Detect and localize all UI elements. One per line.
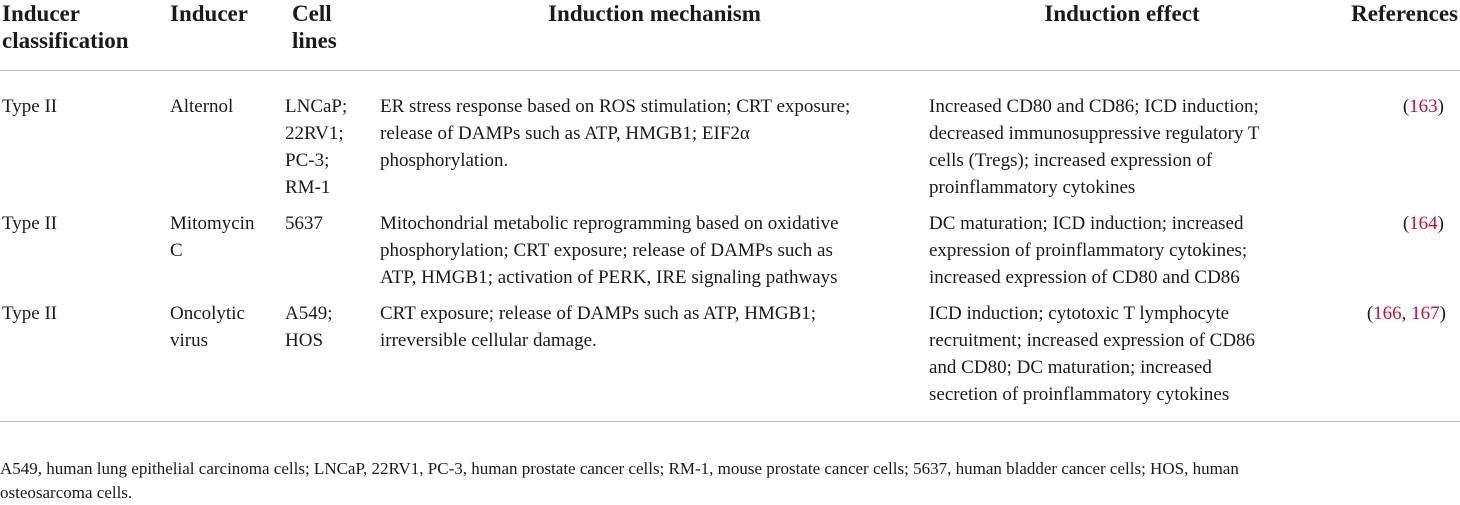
cell-mechanism (380, 71, 927, 207)
header-cell-lines-line-2: lines (292, 28, 337, 53)
footnote-line: A549, human lung epithelial carcinoma cells; LNCaP, 22RV1, PC-3, human prostate cancer cells; RM-1, mouse prostate cancer cells; 5637, human bladder cancer cells; HOS, human (0, 459, 1239, 478)
cell-line: RM-1 (285, 177, 331, 198)
inducer-line: C (170, 240, 183, 261)
header-classification-line-2: classification (2, 28, 129, 53)
cell-line: PC-3; (285, 150, 330, 171)
header-references: References (1351, 1, 1458, 26)
cell-cell-lines (282, 296, 380, 422)
cell-mechanism (380, 206, 927, 296)
effect-line: Increased CD80 and CD86; ICD induction; (929, 96, 1259, 117)
cell-cell-lines (282, 71, 380, 207)
table-row (0, 71, 1460, 207)
cell-cell-lines (282, 206, 380, 296)
effect-line: and CD80; DC maturation; increased (929, 357, 1212, 378)
header-classification (0, 0, 168, 71)
cell-references: (166, 167) (1366, 303, 1446, 324)
effect-line: expression of proinflammatory cytokines; (929, 240, 1248, 261)
effect-line: recruitment; increased expression of CD86 (929, 330, 1256, 351)
header-effect: Induction effect (1044, 1, 1200, 26)
mechanism-line: irreversible cellular damage. (380, 330, 597, 351)
effect-line: proinflammatory cytokines (929, 177, 1136, 198)
mechanism-line: CRT exposure; release of DAMPs such as ATP, HMGB1; (380, 303, 817, 324)
reference-link[interactable]: 163 (1409, 96, 1438, 117)
reference-link[interactable]: 164 (1409, 213, 1438, 234)
table-row (0, 296, 1460, 422)
header-classification-line-1: Inducer (2, 1, 80, 26)
header-row (0, 0, 1460, 71)
header-mechanism: Induction mechanism (548, 1, 761, 26)
cell-inducer (168, 296, 282, 422)
cell-effect (927, 206, 1315, 296)
effect-line: secretion of proinflammatory cytokines (929, 384, 1230, 405)
inducer-line: Oncolytic (170, 303, 245, 324)
reference-link[interactable]: 167 (1411, 303, 1440, 324)
cell-inducer (168, 206, 282, 296)
table-footnote (0, 457, 1460, 505)
cell-classification: Type II (2, 213, 58, 234)
header-cell-lines-line-1: Cell (292, 1, 332, 26)
mechanism-line: phosphorylation. (380, 150, 509, 171)
reference-link[interactable]: 166 (1373, 303, 1402, 324)
mechanism-line: phosphorylation; CRT exposure; release of DAMPs such as (380, 240, 833, 261)
table-row (0, 206, 1460, 296)
cell-classification: Type II (2, 96, 58, 117)
effect-line: cells (Tregs); increased expression of (929, 150, 1213, 171)
footnote-line: osteosarcoma cells. (0, 483, 133, 502)
cell-mechanism (380, 296, 927, 422)
effect-line: decreased immunosuppressive regulatory T (929, 123, 1260, 144)
effect-line: increased expression of CD80 and CD86 (929, 267, 1240, 288)
effect-line: ICD induction; cytotoxic T lymphocyte (929, 303, 1230, 324)
table-header (0, 0, 1460, 71)
effect-line: DC maturation; ICD induction; increased (929, 213, 1244, 234)
cell-classification: Type II (2, 303, 58, 324)
cell-line: 22RV1; (285, 123, 344, 144)
inducer-line: Mitomycin (170, 213, 255, 234)
header-inducer: Inducer (170, 1, 248, 26)
header-cell-lines (282, 0, 380, 71)
cell-references: (163) (1402, 96, 1444, 117)
cell-references: (164) (1402, 213, 1444, 234)
cell-line: 5637 (285, 213, 323, 234)
cell-line: LNCaP; (285, 96, 348, 117)
cell-line: A549; (285, 303, 333, 324)
cell-effect (927, 296, 1315, 422)
inducer-line: virus (170, 330, 208, 351)
cell-line: HOS (285, 330, 324, 351)
mechanism-line: release of DAMPs such as ATP, HMGB1; EIF2α (380, 123, 750, 144)
mechanism-line: ER stress response based on ROS stimulation; CRT exposure; (380, 96, 851, 117)
cell-effect (927, 71, 1315, 207)
table-body (0, 71, 1460, 422)
mechanism-line: Mitochondrial metabolic reprogramming based on oxidative (380, 213, 839, 234)
mechanism-line: ATP, HMGB1; activation of PERK, IRE signaling pathways (380, 267, 838, 288)
cell-inducer: Alternol (170, 96, 234, 117)
